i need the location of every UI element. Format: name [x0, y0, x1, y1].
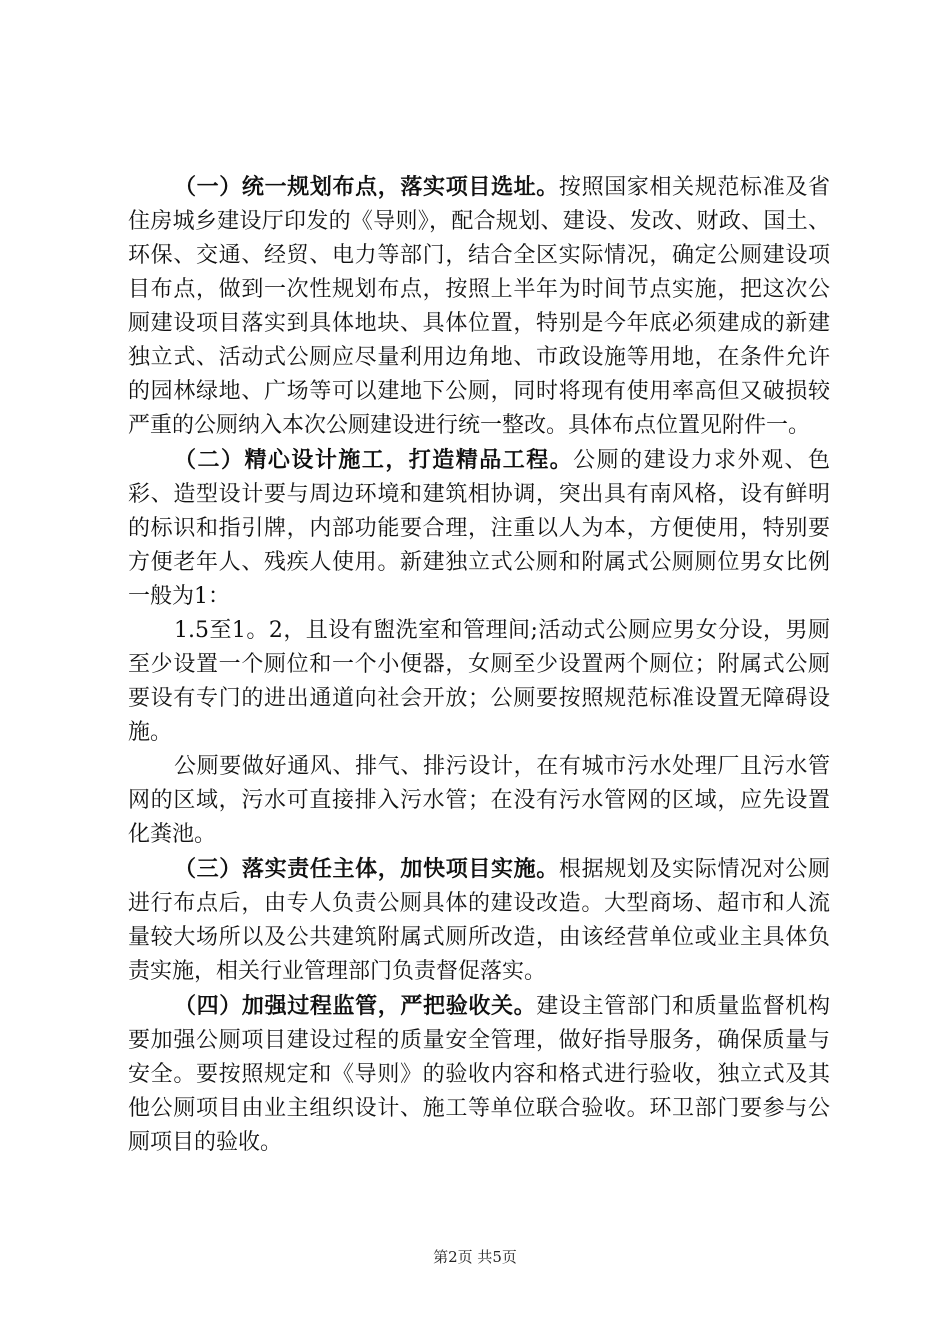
paragraph-2	[128, 443, 830, 614]
paragraph-4-text: 公厕要做好通风、排气、排污设计，在有城市污水处理厂且污水管网的区域，污水可直接排入污水管；在没有污水管网的区域，应先设置化粪池。	[128, 754, 830, 847]
paragraph-3	[128, 614, 830, 750]
section-heading-4: （四）加强过程监管，严把验收关。	[174, 993, 537, 1019]
section-heading-2: （二）精心设计施工，打造精品工程。	[174, 447, 574, 473]
paragraph-6	[128, 989, 830, 1160]
page-number-label: 第2页 共5页	[433, 1248, 517, 1266]
section-heading-1: （一）统一规划布点，落实项目选址。	[174, 174, 559, 200]
paragraph-5-text: 根据规划及实际情况对公厕进行布点后，由专人负责公厕具体的建设改造。大型商场、超市和人流量较大场所以及公共建筑附属式厕所改造，由该经营单位或业主具体负责实施，相关行业管理部门负责督促落实。	[128, 857, 830, 984]
paragraph-1	[128, 170, 830, 443]
paragraph-1-text: 按照国家相关规范标准及省住房城乡建设厅印发的《导则》，配合规划、建设、发改、财政、国土、环保、交通、经贸、电力等部门，结合全区实际情况，确定公厕建设项目布点，做到一次性规划布点，按照上半年为时间节点实施，把这次公厕建设项目落实到具体地块、具体位置，特别是今年底必须建成的新建独立式、活动式公厕应尽量利用边角地、市政设施等用地，在条件允许的园林绿地、广场等可以建地下公厕，同时将现有使用率高但又破损较严重的公厕纳入本次公厕建设进行统一整改。具体布点位置见附件一。	[128, 175, 830, 438]
paragraph-5	[128, 852, 830, 989]
paragraph-6-text: 建设主管部门和质量监督机构要加强公厕项目建设过程的质量安全管理，做好指导服务，确保质量与安全。要按照规定和《导则》的验收内容和格式进行验收，独立式及其他公厕项目由业主组织设计、施工等单位联合验收。环卫部门要参与公厕项目的验收。	[128, 994, 830, 1155]
paragraph-2-text: 公厕的建设力求外观、色彩、造型设计要与周边环境和建筑相协调，突出具有南风格，设有鲜明的标识和指引牌，内部功能要合理，注重以人为本，方便使用，特别要方便老年人、残疾人使用。新建独立式公厕和附属式公厕厕位男女比例一般为1：	[128, 448, 830, 609]
page-footer	[0, 1246, 950, 1267]
document-body	[128, 170, 830, 1160]
section-heading-3: （三）落实责任主体，加快项目实施。	[174, 856, 559, 882]
paragraph-4	[128, 750, 830, 852]
paragraph-3-text: 1.5至1。2，且设有盥洗室和管理间;活动式公厕应男女分设，男厕至少设置一个厕位和一个小便器，女厕至少设置两个厕位；附属式公厕要设有专门的进出通道向社会开放；公厕要按照规范标准设置无障碍设施。	[128, 618, 830, 745]
